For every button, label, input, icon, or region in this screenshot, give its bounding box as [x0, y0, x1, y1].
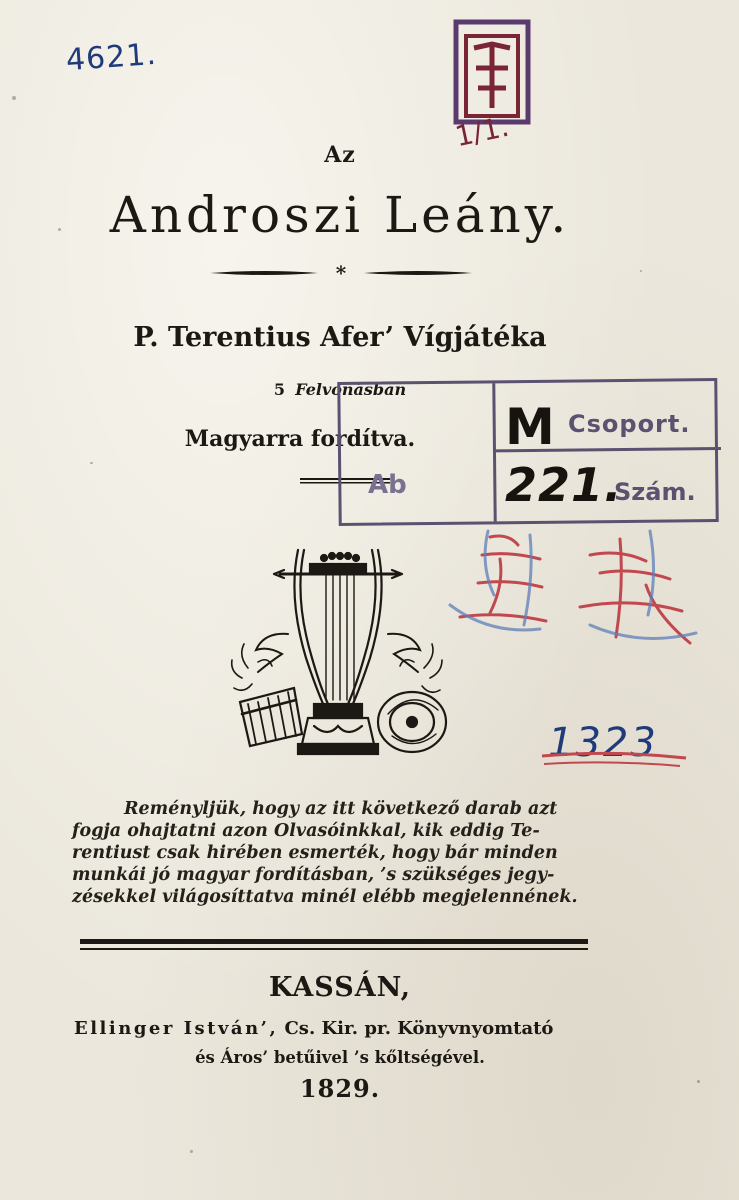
stamp-handwritten-mark: 1/1.	[452, 109, 512, 154]
stamp-szam-label: Szám.	[614, 478, 696, 506]
paper-speck	[12, 96, 16, 100]
lyre-ornament-icon	[228, 538, 448, 770]
imprint-printer-line-2: és Áros’ betűivel ’s kőltségével.	[195, 1048, 485, 1067]
paper-speck	[90, 462, 93, 464]
handwritten-group-letter: M	[505, 398, 555, 456]
stamp-csoport-label: Csoport.	[568, 410, 691, 438]
pencil-scribble	[420, 525, 710, 655]
translated-line: Magyarra fordítva.	[184, 426, 416, 452]
ornamental-divider	[210, 262, 472, 284]
handwritten-shelf-number: 221.	[505, 458, 623, 512]
strike-through-mark	[540, 740, 688, 770]
paper-speck	[190, 1150, 193, 1153]
preface-line: zésekkel világosíttatva minél elébb megjelennének.	[72, 887, 578, 907]
author-line: P. Terentius Afer’ Vígjátéka	[133, 322, 547, 353]
double-rule	[80, 937, 588, 957]
paper-speck	[697, 1080, 700, 1083]
imprint-printer-line	[74, 1018, 594, 1039]
acts-word: Felvonásban	[295, 380, 407, 399]
preface-line: munkái jó magyar fordításban, ’s szükséges jegy-	[72, 865, 555, 885]
preface-line: Reményljük, hogy az itt következő darab azt	[124, 799, 558, 819]
divider-asterisk: *	[335, 262, 347, 284]
acts-number: 5	[273, 380, 286, 399]
old-shelf-number: 1323	[548, 720, 658, 766]
preface-paragraph	[72, 798, 592, 908]
title-article: Az	[324, 142, 356, 168]
book-title: Androszi Leány.	[109, 186, 571, 244]
accession-number: 4621.	[64, 36, 159, 79]
preface-line: fogja ohajtatni azon Olvasóinkkal, kik eddig Te-	[72, 821, 540, 841]
imprint-year: 1829.	[299, 1074, 381, 1103]
printer-name: Ellinger István’,	[74, 1018, 279, 1039]
printer-title: Cs. Kir. pr. Könyvnyomtató	[278, 1018, 554, 1039]
paper-speck	[640, 270, 642, 272]
stamp-ab-text: Ab	[368, 470, 407, 500]
imprint-city: KASSÁN,	[268, 972, 412, 1003]
preface-line: rentiust csak hirében esmerték, hogy bár minden	[72, 843, 558, 863]
